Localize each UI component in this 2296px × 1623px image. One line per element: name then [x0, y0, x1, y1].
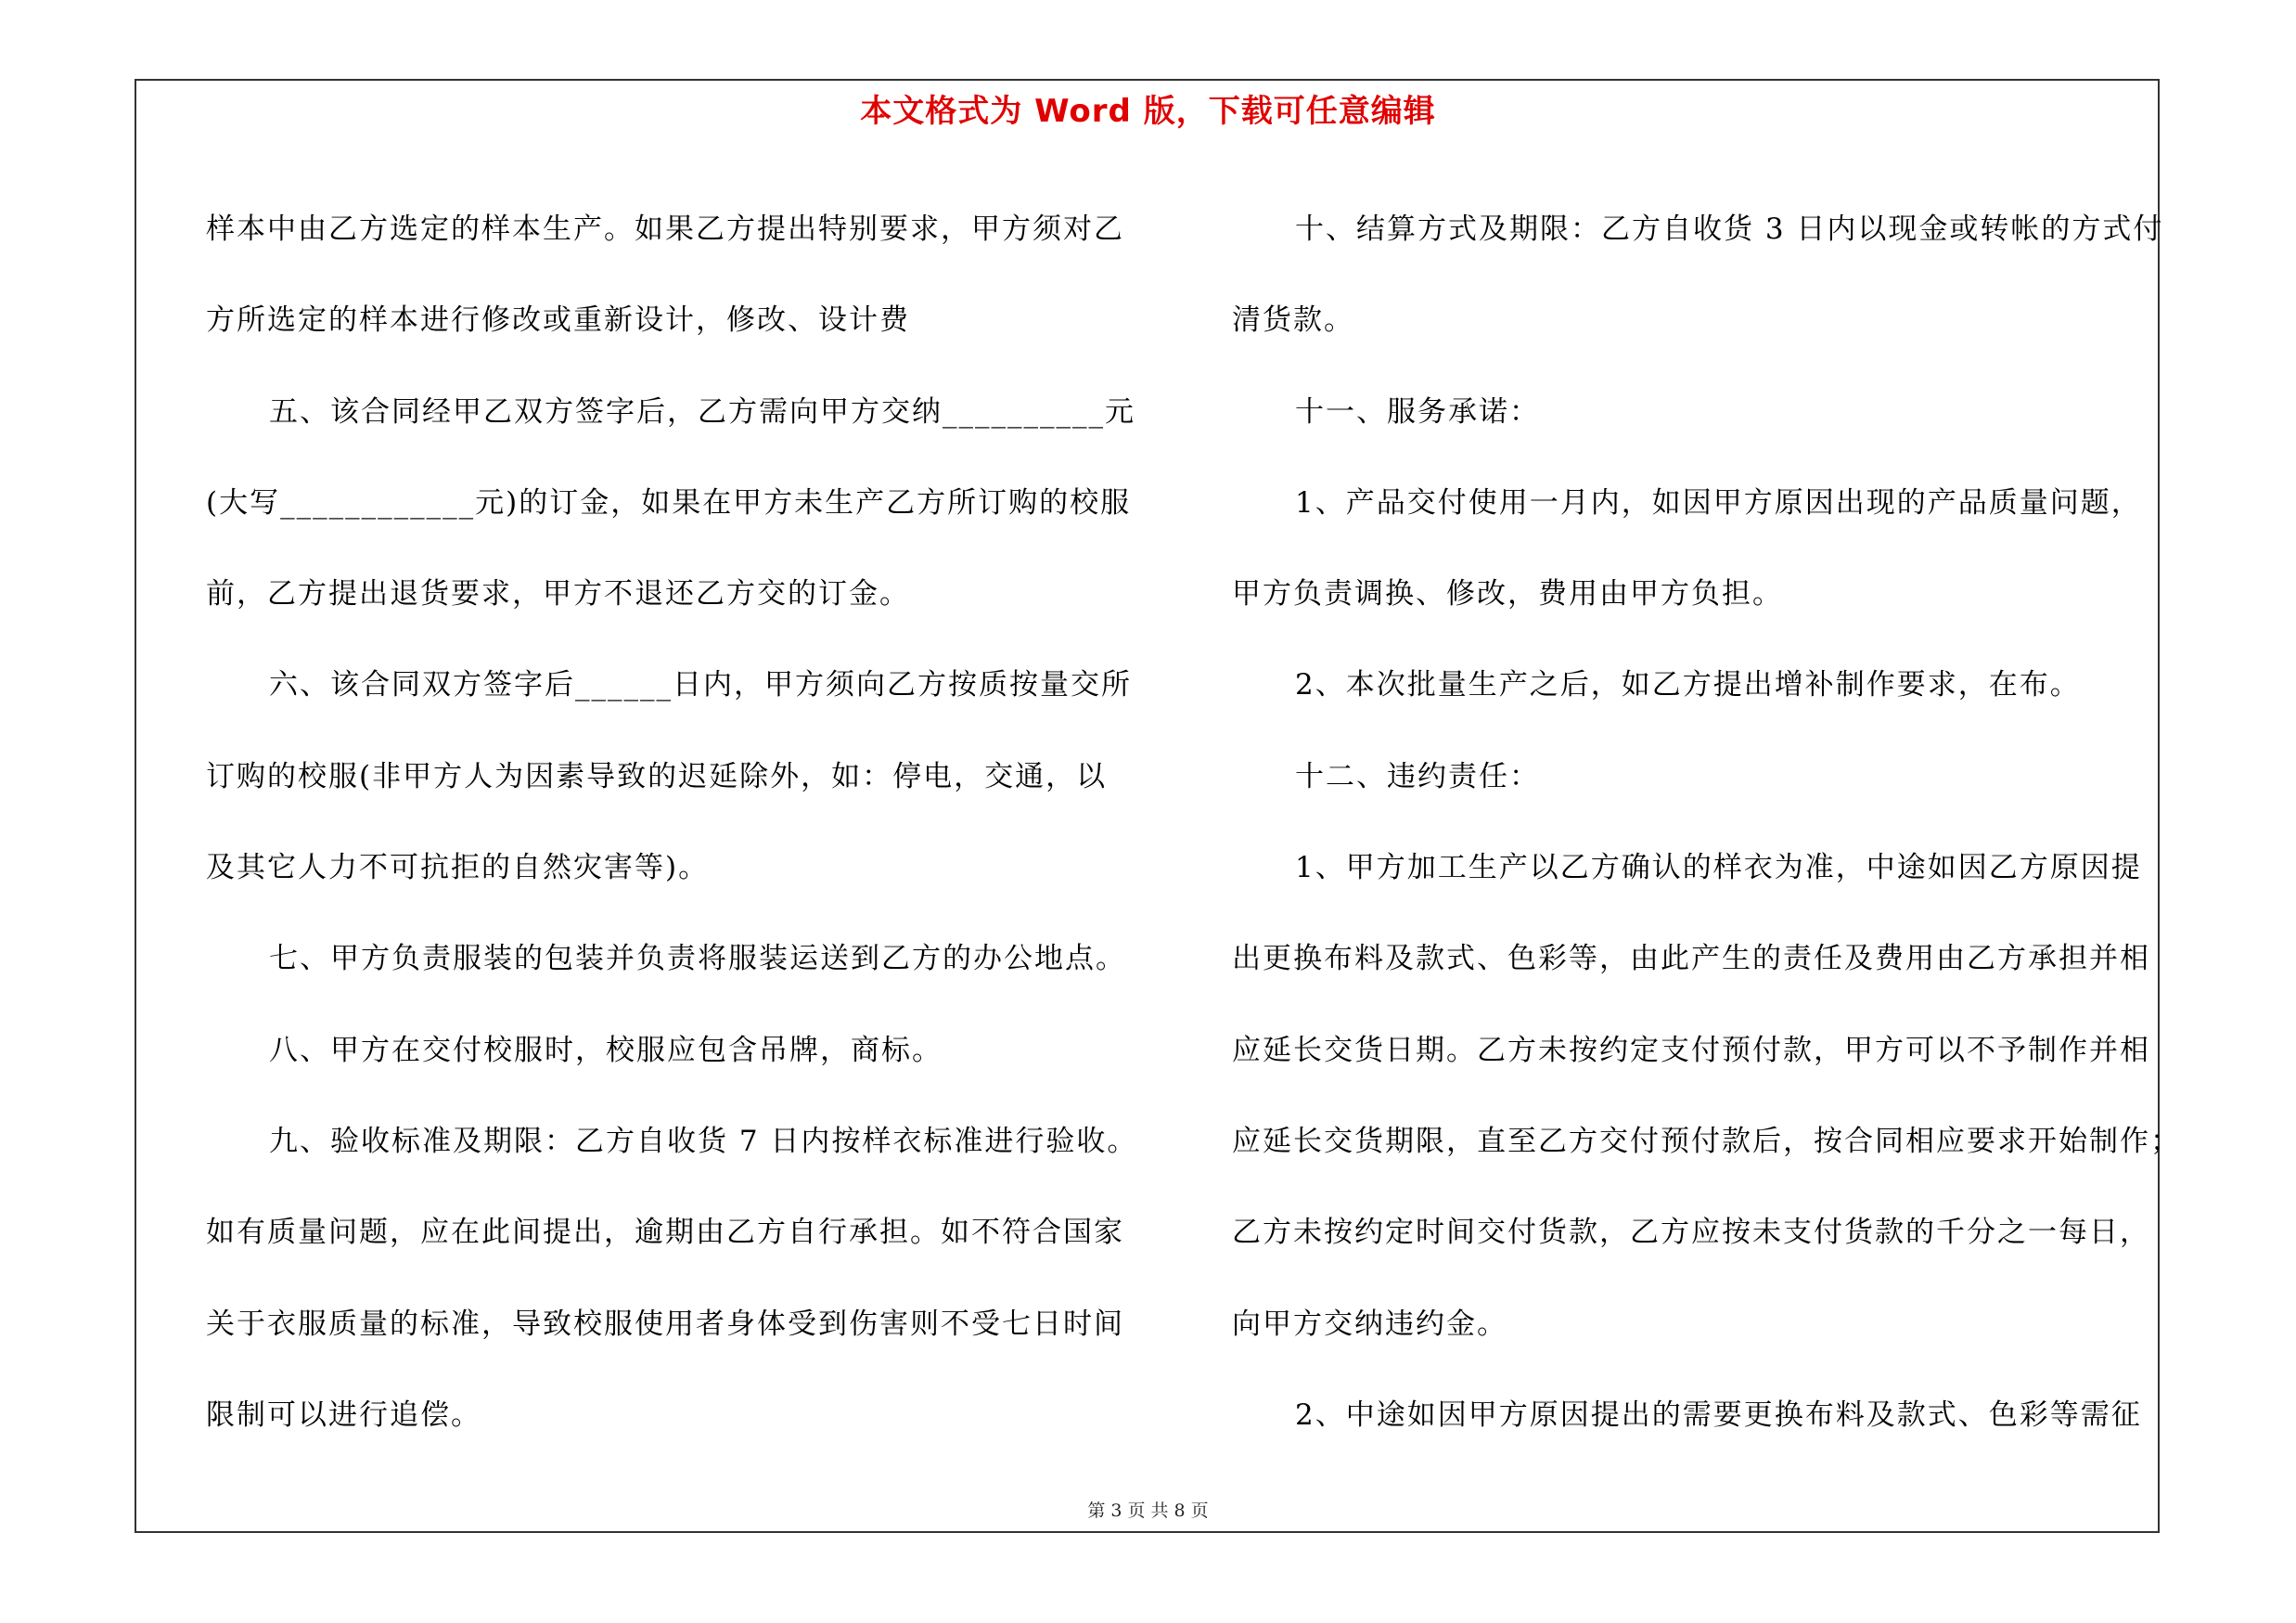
- clause-eight: 八、甲方在交付校服时，校服应包含吊牌，商标。: [269, 1033, 943, 1067]
- clause-eleven-item-2: 2、本次批量生产之后，如乙方提出增补制作要求，在布。: [1295, 668, 2081, 702]
- text-line: 乙方未按约定时间交付货款，乙方应按未支付货款的千分之一每日，: [1232, 1216, 2150, 1250]
- text-line: 应延长交货日期。乙方未按约定支付预付款，甲方可以不予制作并相: [1232, 1033, 2150, 1067]
- clause-twelve-item-1: 1、甲方加工生产以乙方确认的样衣为准，中途如因乙方原因提: [1295, 851, 2142, 885]
- clause-eleven-item-1: 1、产品交付使用一月内，如因甲方原因出现的产品质量问题，: [1295, 485, 2142, 520]
- text-line: 订购的校服(非甲方人为因素导致的迟延除外，如：停电，交通，以: [206, 759, 1108, 793]
- text-line: 出更换布料及款式、色彩等，由此产生的责任及费用由乙方承担并相: [1232, 942, 2150, 976]
- text-line: 方所选定的样本进行修改或重新设计，修改、设计费: [206, 303, 910, 338]
- page-number-footer: 第 3 页 共 8 页: [1087, 1501, 1209, 1521]
- text-line: 关于衣服质量的标准，导致校服使用者身体受到伤害则不受七日时间: [206, 1307, 1124, 1341]
- clause-eleven-heading: 十一、服务承诺：: [1295, 394, 1540, 429]
- text-line: 样本中由乙方选定的样本生产。如果乙方提出特别要求，甲方须对乙: [206, 213, 1124, 246]
- text-line: 限制可以进行追偿。: [206, 1398, 481, 1432]
- text-line: 向甲方交纳违约金。: [1232, 1307, 1507, 1341]
- text-line: 前，乙方提出退货要求，甲方不退还乙方交的订金。: [206, 577, 910, 612]
- clause-nine: 九、验收标准及期限：乙方自收货 7 日内按样衣标准进行验收。: [269, 1124, 1138, 1158]
- word-format-banner: 本文格式为 Word 版，下载可任意编辑: [860, 93, 1436, 130]
- clause-twelve-item-2: 2、中途如因甲方原因提出的需要更换布料及款式、色彩等需征: [1295, 1398, 2142, 1432]
- text-line: 应延长交货期限，直至乙方交付预付款后，按合同相应要求开始制作；: [1232, 1124, 2181, 1158]
- clause-seven: 七、甲方负责服装的包装并负责将服装运送到乙方的办公地点。: [269, 942, 1126, 976]
- text-line: 清货款。: [1232, 303, 1354, 338]
- clause-six: 六、该合同双方签字后______日内，甲方须向乙方按质按量交所: [269, 668, 1132, 702]
- text-line: 甲方负责调换、修改，费用由甲方负担。: [1232, 577, 1783, 612]
- clause-ten: 十、结算方式及期限：乙方自收货 3 日内以现金或转帐的方式付: [1295, 213, 2164, 246]
- left-column: [206, 184, 1138, 1461]
- text-line: 如有质量问题，应在此间提出，逾期由乙方自行承担。如不符合国家: [206, 1216, 1124, 1250]
- clause-twelve-heading: 十二、违约责任：: [1295, 759, 1540, 793]
- clause-five: 五、该合同经甲乙双方签字后，乙方需向甲方交纳__________元: [269, 394, 1135, 429]
- right-column: [1232, 184, 2181, 1461]
- text-line: (大写____________元)的订金，如果在甲方未生产乙方所订购的校服: [206, 485, 1132, 520]
- text-line: 及其它人力不可抗拒的自然灾害等)。: [206, 851, 710, 885]
